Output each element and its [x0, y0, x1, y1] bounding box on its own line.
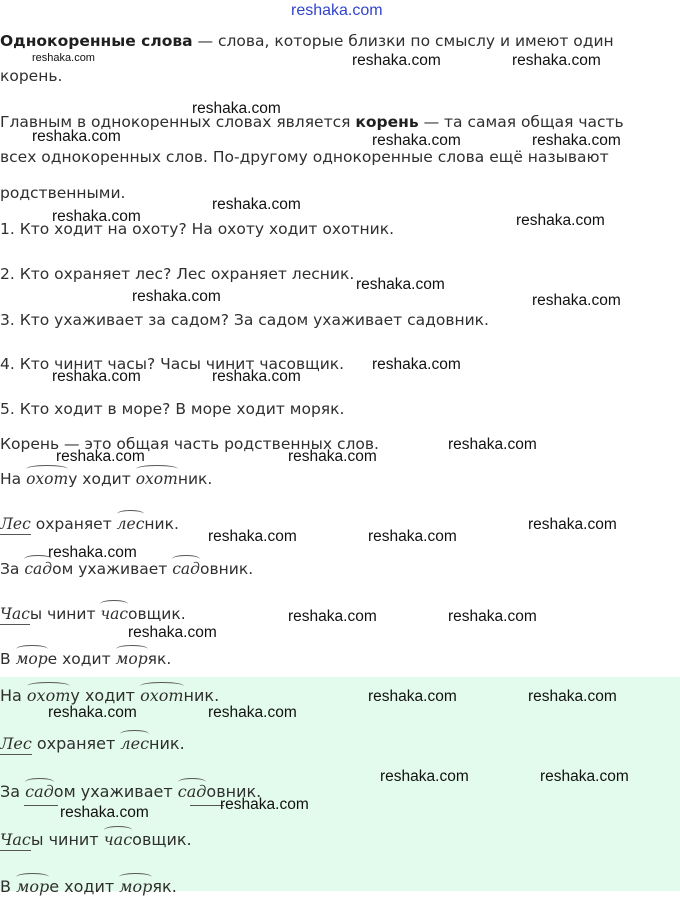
root-mark: охот	[135, 470, 178, 488]
watermark: reshaka.com	[56, 448, 145, 465]
watermark: reshaka.com	[512, 52, 601, 69]
watermark: reshaka.com	[52, 368, 141, 385]
root-mark: мор	[15, 650, 48, 668]
root-mark: сад	[177, 782, 207, 801]
watermark: reshaka.com	[532, 292, 621, 309]
example-text: овник.	[206, 782, 262, 801]
underline-mark	[24, 805, 58, 806]
watermark: reshaka.com	[356, 276, 445, 293]
example-text: як.	[147, 650, 172, 668]
example-text: ник.	[144, 515, 179, 533]
answer-example-4	[0, 830, 192, 851]
root-definition: Корень — это общая часть родственных слов.	[0, 435, 379, 453]
example-text: За	[0, 560, 25, 578]
paragraph-line-3: родственными.	[0, 184, 126, 202]
root-mark: Лес	[0, 515, 31, 533]
definition-text: — слова, которые близки по смыслу и имеют один	[192, 32, 614, 50]
question-3: 3. Кто ухаживает за садом? За садом ухаживает садовник.	[0, 311, 489, 329]
example-text: В	[0, 877, 17, 896]
underline-mark	[190, 805, 224, 806]
example-5	[0, 649, 171, 669]
watermark: reshaka.com	[372, 356, 461, 373]
example-text: овщик.	[132, 830, 192, 849]
watermark: reshaka.com	[212, 368, 301, 385]
watermark: reshaka.com	[48, 704, 137, 721]
site-header-link[interactable]: reshaka.com	[291, 2, 383, 19]
example-text: ник.	[149, 734, 185, 753]
answer-example-2	[0, 734, 185, 755]
example-text: На	[0, 470, 27, 488]
question-1: 1. Кто ходит на охоту? На охоту ходит охотник.	[0, 220, 395, 238]
root-mark: мор	[16, 877, 50, 896]
example-1	[0, 469, 212, 489]
question-4: 4. Кто чинит часы? Часы чинит часовщик.	[0, 355, 345, 373]
watermark: reshaka.com	[540, 768, 629, 785]
watermark: reshaka.com	[32, 128, 121, 145]
root-mark: час	[103, 830, 133, 849]
example-text: ом ухаживает	[52, 560, 173, 578]
example-text: В	[0, 650, 16, 668]
example-4	[0, 604, 186, 625]
watermark: reshaka.com	[528, 516, 617, 533]
definition-term: Однокоренные слова	[0, 32, 193, 50]
paragraph-bold-root: корень	[355, 113, 419, 131]
watermark: reshaka.com	[128, 624, 217, 641]
root-mark: охот	[26, 470, 69, 488]
example-text: ник.	[177, 470, 213, 488]
root-mark: мор	[119, 877, 153, 896]
example-text: охраняет	[31, 734, 121, 753]
example-3	[0, 559, 253, 579]
answer-example-1	[0, 686, 219, 706]
watermark: reshaka.com	[372, 132, 461, 149]
example-text: у ходит	[70, 686, 141, 705]
watermark: reshaka.com	[220, 796, 309, 813]
watermark: reshaka.com	[380, 768, 469, 785]
example-text: охраняет	[30, 515, 117, 533]
root-mark: Час	[0, 605, 30, 623]
root-mark: мор	[115, 650, 148, 668]
paragraph-text-after: — та самая общая часть	[418, 113, 624, 131]
definition-line-2: корень.	[0, 67, 63, 85]
root-mark: охот	[140, 686, 184, 705]
watermark: reshaka.com	[288, 608, 377, 625]
watermark: reshaka.com	[352, 52, 441, 69]
example-text: овщик.	[128, 605, 186, 623]
question-5: 5. Кто ходит в море? В море ходит моряк.	[0, 400, 345, 418]
watermark: reshaka.com	[516, 212, 605, 229]
watermark: reshaka.com	[212, 196, 301, 213]
watermark: reshaka.com	[208, 528, 297, 545]
paragraph-text-before: Главным в однокоренных словах является	[0, 113, 356, 131]
watermark: reshaka.com	[368, 528, 457, 545]
watermark: reshaka.com	[448, 608, 537, 625]
watermark: reshaka.com	[448, 436, 537, 453]
example-text: як.	[152, 877, 177, 896]
example-text: За	[0, 782, 26, 801]
root-mark: охот	[26, 686, 71, 705]
watermark: reshaka.com	[288, 448, 377, 465]
watermark: reshaka.com	[132, 288, 221, 305]
root-mark: сад	[24, 560, 53, 578]
question-2: 2. Кто охраняет лес? Лес охраняет лесник.	[0, 265, 355, 283]
example-text: На	[0, 686, 27, 705]
root-mark: час	[100, 605, 129, 623]
watermark: reshaka.com	[52, 208, 141, 225]
root-mark: лес	[120, 734, 150, 753]
watermark: reshaka.com	[60, 804, 149, 821]
paragraph-line-2: всех однокоренных слов. По-другому однокоренные слова ещё называют	[0, 148, 609, 166]
example-2	[0, 514, 179, 535]
example-text: ом ухаживает	[53, 782, 178, 801]
watermark: reshaka.com	[48, 544, 137, 561]
watermark: reshaka.com	[192, 100, 281, 117]
definition-line-1	[0, 31, 614, 51]
watermark: reshaka.com	[528, 688, 617, 705]
answer-example-5	[0, 877, 177, 897]
root-mark: Лес	[0, 734, 32, 753]
watermark: reshaka.com	[368, 688, 457, 705]
example-text: ник.	[183, 686, 220, 705]
example-text: е ходит	[49, 877, 120, 896]
root-mark: лес	[116, 515, 145, 533]
root-mark: сад	[172, 560, 200, 578]
root-mark: Час	[0, 830, 31, 849]
watermark: reshaka.com	[208, 704, 297, 721]
example-text: е ходит	[47, 650, 116, 668]
example-text: ы чинит	[30, 830, 104, 849]
example-text: овник.	[200, 560, 254, 578]
example-text: ы чинит	[29, 605, 101, 623]
watermark: reshaka.com	[32, 52, 95, 64]
example-text: у ходит	[68, 470, 136, 488]
root-mark: сад	[25, 782, 54, 801]
watermark: reshaka.com	[532, 132, 621, 149]
